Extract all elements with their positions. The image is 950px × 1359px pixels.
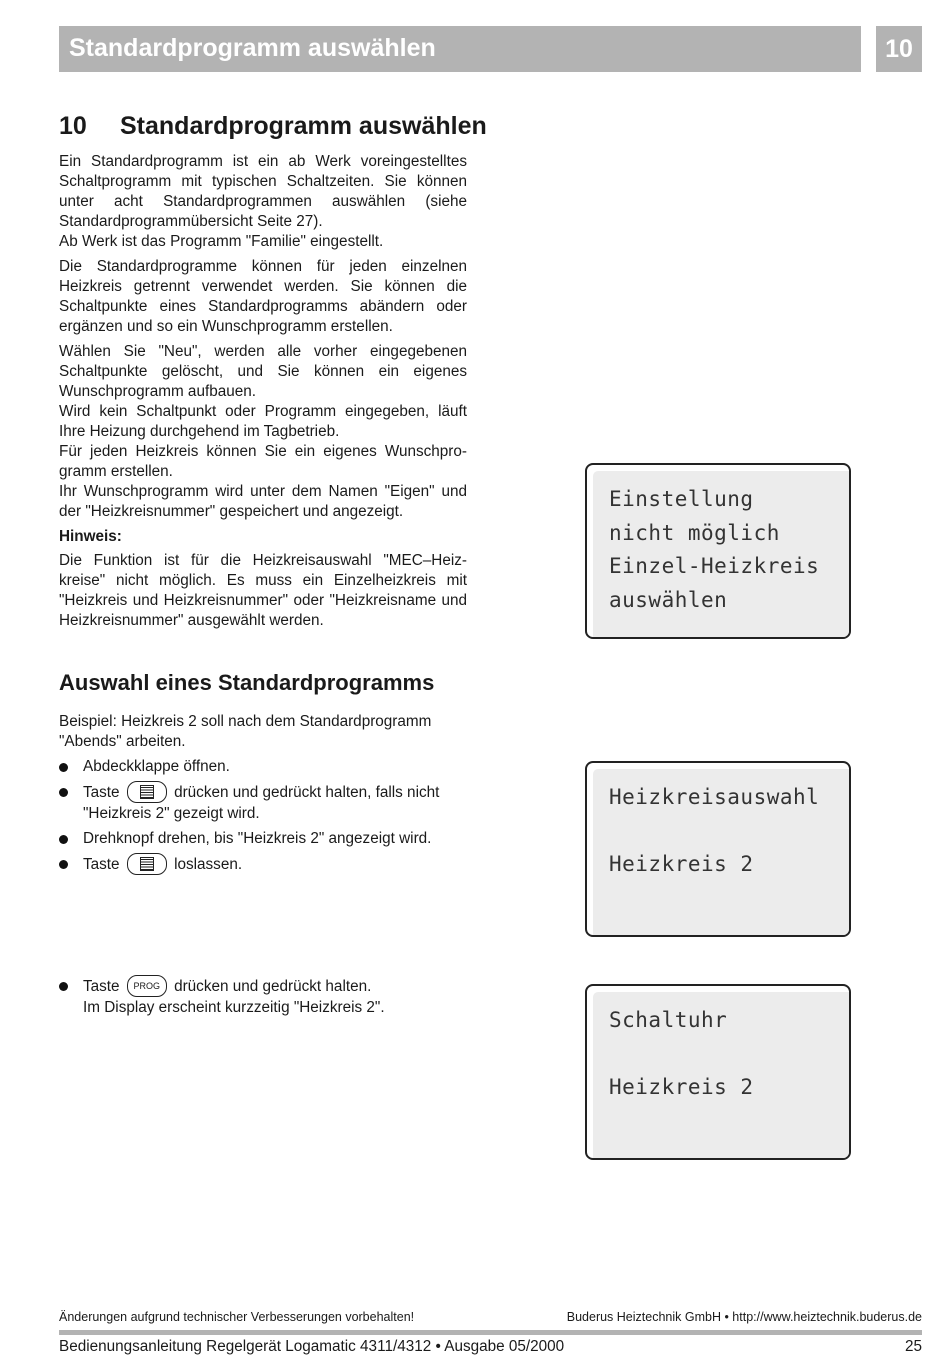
bullet-icon [59, 763, 68, 772]
step-post: drücken und gedrückt halten, falls nicht "Heizkreis 2" gezeigt wird. [83, 784, 440, 822]
step-text: Drehknopf drehen, bis "Heizkreis 2" angezeigt wird. [83, 830, 432, 847]
heizkreis-key-icon [127, 781, 167, 803]
footer-rule [59, 1330, 922, 1335]
lcd-line: Schaltuhr [609, 1008, 728, 1032]
step-pre: Taste [83, 856, 120, 874]
step-text: Abdeckklappe öffnen. [83, 758, 230, 775]
bullet-icon [59, 982, 68, 991]
page-number: 25 [904, 1338, 922, 1355]
chapter-number: 10 [876, 26, 922, 72]
section-title: Standardprogramm auswählen [120, 112, 487, 140]
intro-paragraph: Die Standardprogramme können für jeden einzelnen Heizkreis getrennt verwendet werden. Sie können die Schaltpunkte eines Standardprogramms abändern oder ergänzen und so ein Wunschprogramm erstellen. [59, 258, 467, 335]
lcd-line: Einstellung [609, 487, 754, 511]
step-pre: Taste [83, 978, 120, 996]
lcd-line: auswählen [609, 588, 728, 612]
header-bar [59, 26, 861, 72]
prog-step [59, 976, 469, 1023]
lcd-line: Heizkreis 2 [609, 852, 754, 876]
steps-list [59, 757, 469, 881]
lcd-display-1 [585, 463, 851, 639]
header-title: Standardprogramm auswählen [69, 34, 436, 62]
list-item [59, 854, 469, 876]
intro-paragraph: Wird kein Schaltpunkt oder Programm eingegeben, läuft Ihre Heizung durchgehend im Tagbetrieb. [59, 403, 467, 440]
step-line2: Im Display erscheint kurzzeitig "Heizkreis 2". [83, 999, 385, 1016]
footer-company: Buderus Heiztechnik GmbH • http://www.heiztechnik.buderus.de [566, 1310, 922, 1324]
intro-text [59, 152, 467, 636]
section-heading [59, 112, 487, 141]
bullet-icon [59, 835, 68, 844]
list-item [59, 757, 469, 777]
intro-paragraph: Für jeden Heizkreis können Sie ein eigenes Wunschpro-gramm erstellen. [59, 443, 467, 480]
bullet-icon [59, 860, 68, 869]
list-item [59, 976, 469, 1018]
lcd-line: Heizkreisauswahl [609, 785, 820, 809]
example-text: Beispiel: Heizkreis 2 soll nach dem Standardprogramm "Abends" arbeiten. [59, 713, 432, 750]
section-number: 10 [59, 112, 87, 140]
intro-paragraph: Ihr Wunschprogramm wird unter dem Namen "Eigen" und der "Heizkreisnummer" gespeichert und angezeigt. [59, 483, 467, 520]
lcd-display-3 [585, 984, 851, 1160]
lcd-line: Heizkreis 2 [609, 1075, 754, 1099]
hint-label: Hinweis: [59, 528, 122, 545]
footer-notice: Änderungen aufgrund technischer Verbesserungen vorbehalten! [59, 1310, 415, 1324]
step-post: drücken und gedrückt halten. [174, 978, 372, 996]
bullet-icon [59, 788, 68, 797]
list-item [59, 782, 469, 824]
lcd-line: nicht möglich [609, 521, 780, 545]
lcd-display-2 [585, 761, 851, 937]
heizkreis-key-icon [127, 853, 167, 875]
lcd-line: Einzel-Heizkreis [609, 554, 820, 578]
intro-paragraph: Wählen Sie "Neu", werden alle vorher eingegebenen Schaltpunkte gelöscht, und Sie können ein eigenes Wunschprogramm aufbauen. [59, 343, 467, 400]
subsection-heading: Auswahl eines Standardprogramms [59, 670, 435, 695]
list-item [59, 829, 469, 849]
step-post: loslassen. [174, 856, 243, 874]
hint-text: Die Funktion ist für die Heizkreisauswahl "MEC–Heiz-kreise" nicht möglich. Es muss ein Einzelheizkreis mit "Heizkreis und Heizkreisnummer" oder "Heizkreisname und Heizkreisnummer" ausgewählt werden. [59, 552, 467, 629]
footer-manual: Bedienungsanleitung Regelgerät Logamatic 4311/4312 • Ausgabe 05/2000 [59, 1338, 565, 1355]
prog-key-icon: PROG [127, 975, 167, 997]
intro-paragraph: Ab Werk ist das Programm "Familie" eingestellt. [59, 233, 384, 250]
intro-paragraph: Ein Standardprogramm ist ein ab Werk voreingestelltes Schaltprogramm mit typischen Schaltzeiten. Sie können unter acht Standardprogrammen auswählen (siehe Standardprogrammübersicht Seite 27). [59, 153, 467, 230]
step-pre: Taste [83, 784, 120, 802]
